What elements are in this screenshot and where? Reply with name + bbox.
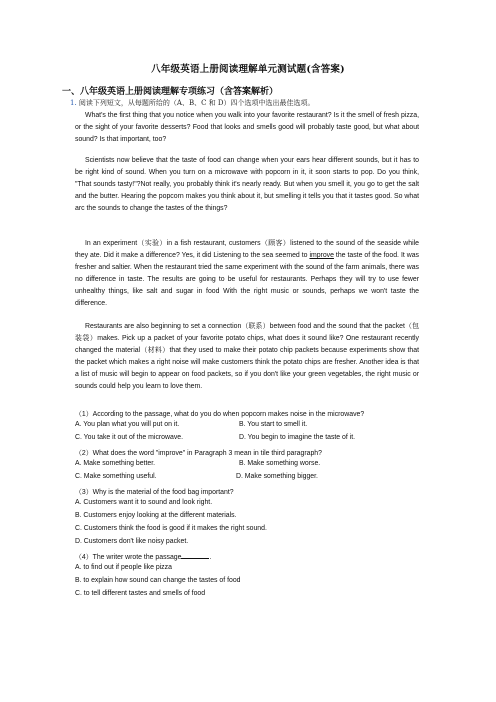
q4-option-a[interactable]: A. to find out if people like pizza [75, 564, 172, 571]
question-4-end: . [209, 554, 212, 561]
underlined-word: improve [309, 252, 334, 259]
q3-option-d[interactable]: D. Customers don't like noisy packet. [75, 538, 189, 545]
q4-option-b[interactable]: B. to explain how sound can change the tastes of food [75, 577, 241, 584]
instruction [70, 98, 315, 108]
instruction-text: 阅读下列短文，从每题所给的（A、B、C 和 D）四个选项中选出最佳选项。 [78, 99, 315, 107]
q1-option-d[interactable]: D. You begin to imagine the taste of it. [239, 434, 356, 441]
instruction-number: 1. [70, 99, 77, 107]
q2-option-c[interactable]: C. Make something useful. [75, 473, 157, 480]
paragraph-1: What's the first thing that you notice when you walk into your favorite restaurant? Is it the smell of fresh pizza, or the sight of your favorite desserts? Food that looks and smells good will probably taste good, but what about sound? Is that important, too? [75, 112, 419, 143]
q1-option-c[interactable]: C. You take it out of the microwave. [75, 434, 184, 441]
paragraph-3-part-a: In an experiment（实验）in a fish restaurant, customers（顾客）listened to the sound of the seaside while they ate. Did it make a difference? Yes, it did Listening to the sea seemed to [75, 240, 419, 259]
q3-option-b[interactable]: B. Customers enjoy looking at the different materials. [75, 512, 237, 519]
q4-option-c[interactable]: C. to tell different tastes and smells of food [75, 590, 206, 597]
q1-option-a[interactable]: A. You plan what you will put on it. [75, 421, 180, 428]
q3-option-a[interactable]: A. Customers want it to sound and look right. [75, 499, 213, 506]
paragraph-2: Scientists now believe that the taste of food can change when your ears hear different sounds, but it has to be right kind of sound. When you turn on a microwave with popcorn in it, it soon starts to pop. Do you think, "That sounds tasty!"?Not really, you probably think it's nearly ready. But when you smell it, you go to get the salt and the butter. Hearing the popcorn makes you think about it, but smelling it tells you that it tastes good. So what arc the sounds to change the tastes of the things? [75, 157, 419, 212]
q2-option-a[interactable]: A. Make something better. [75, 460, 156, 467]
section-heading: 一、八年级英语上册阅读理解专项练习（含答案解析） [62, 87, 279, 97]
answer-blank[interactable] [181, 552, 212, 561]
question-4-text: （4）The writer wrote the passage [75, 554, 182, 561]
q2-option-d[interactable]: D. Make something bigger. [236, 473, 318, 480]
paragraph-3 [75, 238, 419, 310]
question-3: （3）Why is the material of the food bag important? [75, 489, 234, 496]
question-4 [75, 551, 211, 561]
page-title: 八年级英语上册阅读理解单元测试题(含答案) [151, 64, 345, 75]
question-1: （1）According to the passage, what do you do when popcorn makes noise in the microwave? [75, 411, 365, 418]
paragraph-4: Restaurants are also beginning to set a connection（联系）between food and the sound that the packet（包装袋）makes. Pick up a packet of your favorite potato chips, what does it sound like? One restaurant recently changed the material（材料）that they used to make their potato chip packets because experiments show that the packet which makes a right noise will make customers think the potato chips are fresher. Another idea is that a list of music will begin to appear on food packets, so if you don't like your green vegetables, the right music or sounds could help you learn to love them. [75, 323, 419, 390]
question-2: （2）What does the word "improve" in Paragraph 3 mean in tile third paragraph? [75, 450, 322, 457]
q3-option-c[interactable]: C. Customers think the food is good if it makes the right sound. [75, 525, 267, 532]
paragraph-3-part-b: the taste of the food. It was fresher and saltier. When the restaurant tried the same experiment with the sound of the farm animals, there was no difference in taste. The results are going to be useful for restaurants. Perhaps they will try to use fewer unhealthy things, like salt and sugar in food With the right music or sounds, perhaps we won't taste the difference. [75, 252, 419, 307]
q1-option-b[interactable]: B. You start to smell it. [239, 421, 308, 428]
q2-option-b[interactable]: B. Make something worse. [239, 460, 321, 467]
